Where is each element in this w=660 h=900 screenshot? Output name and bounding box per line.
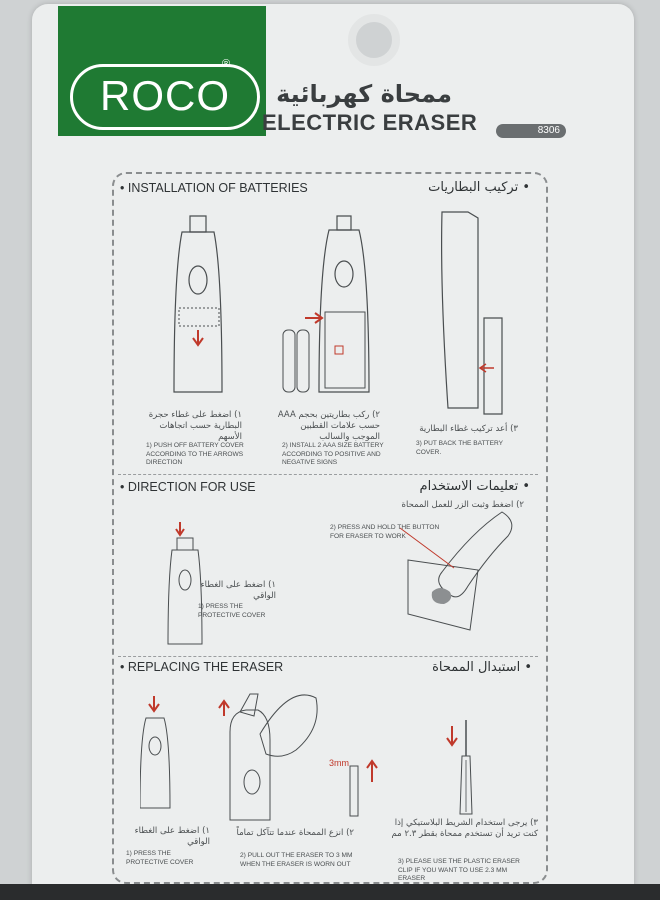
install-step-1: 1) PUSH OFF BATTERY COVER ACCORDING TO THE ARROWS DIRECTION	[146, 442, 244, 466]
model-number: 8306	[496, 124, 566, 138]
replace-step-2-arabic: ٢) انزع الممحاة عندما تتآكل تماماً	[236, 828, 354, 838]
hang-hole	[348, 14, 400, 66]
measurement-label: 3mm	[329, 758, 349, 768]
product-title: ELECTRIC ERASER	[262, 110, 478, 135]
background-shadow	[0, 884, 660, 900]
direction-step-1: 1) PRESS THE PROTECTIVE COVER	[198, 603, 266, 619]
install-step-2-arabic: ٢) ركب بطاريتين بحجم AAA حسب علامات القطبين الموجب والسالب	[277, 410, 380, 442]
replace-step-3: 3) PLEASE USE THE PLASTIC ERASER CLIP IF YOU WANT TO USE 2.3 MM ERASER	[398, 858, 520, 882]
registered-mark: ®	[222, 58, 231, 70]
section-divider	[118, 474, 538, 475]
direction-step-2-arabic: ٢) اضغط وثبت الزر للعمل الممحاة	[401, 500, 524, 510]
eraser-open-cover-illustration	[160, 208, 240, 408]
direction-step-1-arabic: ١) اضغط على الغطاء الواقي	[200, 580, 276, 601]
product-title-arabic: ممحاة كهربائية	[276, 80, 452, 108]
section-heading-direction-arabic: • تعليمات الاستخدام	[419, 479, 530, 494]
replace-step-3-arabic: ٣) يرجى استخدام الشريط البلاستيكي إذا كنت تريد أن تستخدم ممحاة بقطر ٢.٣ مم	[391, 818, 538, 839]
replace-step-1-arabic: ١) اضغط على الغطاء الواقي	[134, 826, 210, 847]
eraser-clip-illustration	[444, 720, 484, 816]
replace-step-2: 2) PULL OUT THE ERASER TO 3 MM WHEN THE ERASER IS WORN OUT	[240, 852, 353, 868]
install-step-3: 3) PUT BACK THE BATTERY COVER.	[416, 440, 503, 456]
section-heading-replacing: • REPLACING THE ERASER	[120, 660, 284, 674]
section-heading-direction: • DIRECTION FOR USE	[120, 480, 256, 494]
direction-step-2: 2) PRESS AND HOLD THE BUTTON FOR ERASER TO WORK	[330, 524, 440, 540]
install-step-1-arabic: ١) اضغط على غطاء حجرة البطارية حسب اتجاهات الأسهم	[148, 410, 242, 442]
section-heading-installation: • INSTALLATION OF BATTERIES	[120, 181, 308, 195]
install-step-2: 2) INSTALL 2 AAA SIZE BATTERY ACCORDING TO POSITIVE AND NEGATIVE SIGNS	[282, 442, 384, 466]
section-heading-replacing-arabic: • استبدال الممحاة	[432, 660, 532, 675]
brand-logo: ROCO	[70, 64, 260, 130]
replace-press-cover-illustration	[140, 696, 180, 816]
replace-step-1: 1) PRESS THE PROTECTIVE COVER	[126, 850, 194, 866]
install-step-3-arabic: ٣) أعد تركيب غطاء البطارية	[419, 424, 518, 434]
section-divider	[118, 656, 538, 657]
pull-eraser-illustration	[210, 682, 380, 822]
section-heading-installation-arabic: • تركيب البطاريات	[428, 180, 530, 195]
battery-cover-illustration	[430, 208, 520, 418]
battery-install-illustration	[275, 212, 375, 402]
